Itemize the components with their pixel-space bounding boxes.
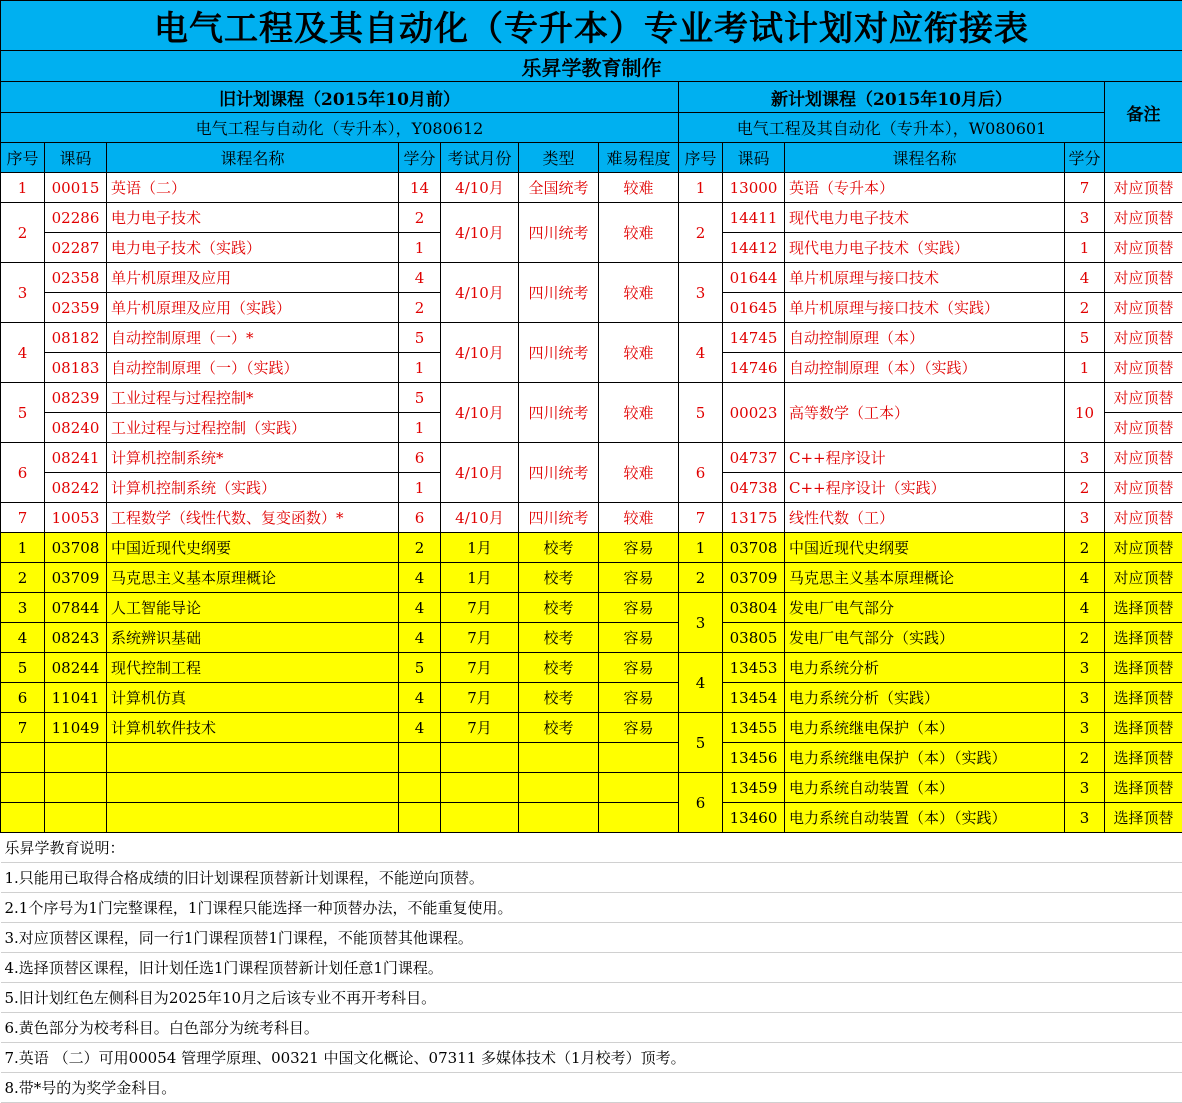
old-code: 02287 — [45, 233, 107, 263]
new-code: 03804 — [723, 593, 785, 623]
note-item: 1.只能用已取得合格成绩的旧计划课程顶替新计划课程，不能逆向顶替。 — [1, 863, 1182, 893]
table-row — [1, 803, 1182, 833]
col-header-new-code: 课码 — [723, 143, 785, 173]
old-difficulty: 容易 — [599, 623, 679, 653]
old-type: 四川统考 — [519, 443, 599, 503]
new-name: 中国近现代史纲要 — [785, 533, 1065, 563]
old-code: 10053 — [45, 503, 107, 533]
new-credit: 1 — [1065, 353, 1105, 383]
old-month: 7月 — [441, 713, 519, 743]
new-name: 电力系统分析（实践） — [785, 683, 1065, 713]
old-month: 4/10月 — [441, 323, 519, 383]
table-row — [1, 173, 1182, 203]
new-code: 13175 — [723, 503, 785, 533]
old-credit: 5 — [399, 323, 441, 353]
old-difficulty: 容易 — [599, 683, 679, 713]
old-seq: 5 — [1, 383, 45, 443]
new-code: 01644 — [723, 263, 785, 293]
old-month: 7月 — [441, 653, 519, 683]
table-row — [1, 683, 1182, 713]
old-name: 中国近现代史纲要 — [107, 533, 399, 563]
new-credit: 2 — [1065, 533, 1105, 563]
old-seq: 3 — [1, 593, 45, 623]
new-code: 14745 — [723, 323, 785, 353]
old-type: 校考 — [519, 713, 599, 743]
old-seq: 4 — [1, 623, 45, 653]
old-month: 7月 — [441, 593, 519, 623]
old-type: 校考 — [519, 593, 599, 623]
new-name: 电力系统自动装置（本） — [785, 773, 1065, 803]
old-month: 1月 — [441, 533, 519, 563]
old-seq: 1 — [1, 533, 45, 563]
old-name: 单片机原理及应用（实践） — [107, 293, 399, 323]
remark: 对应顶替 — [1105, 383, 1182, 413]
old-name: 计算机控制系统* — [107, 443, 399, 473]
old-name: 电力电子技术 — [107, 203, 399, 233]
new-credit: 7 — [1065, 173, 1105, 203]
new-code: 14746 — [723, 353, 785, 383]
remark: 选择顶替 — [1105, 713, 1182, 743]
old-difficulty: 较难 — [599, 323, 679, 383]
old-seq: 1 — [1, 173, 45, 203]
note-item: 6.黄色部分为校考科目。白色部分为统考科目。 — [1, 1013, 1182, 1043]
new-name: 发电厂电气部分（实践） — [785, 623, 1065, 653]
old-month: 4/10月 — [441, 503, 519, 533]
table-row — [1, 653, 1182, 683]
new-code: 04737 — [723, 443, 785, 473]
new-credit: 3 — [1065, 803, 1105, 833]
old-seq: 6 — [1, 443, 45, 503]
table-row — [1, 383, 1182, 413]
remark: 对应顶替 — [1105, 233, 1182, 263]
old-month: 7月 — [441, 623, 519, 653]
old-month: 4/10月 — [441, 203, 519, 263]
new-seq: 3 — [679, 593, 723, 653]
new-credit: 2 — [1065, 743, 1105, 773]
new-credit: 4 — [1065, 563, 1105, 593]
new-credit: 2 — [1065, 293, 1105, 323]
remark: 对应顶替 — [1105, 413, 1182, 443]
old-credit: 1 — [399, 473, 441, 503]
old-credit: 4 — [399, 593, 441, 623]
table-row — [1, 263, 1182, 293]
old-code: 02359 — [45, 293, 107, 323]
note-item: 2.1个序号为1门完整课程，1门课程只能选择一种顶替办法，不能重复使用。 — [1, 893, 1182, 923]
new-credit: 2 — [1065, 623, 1105, 653]
old-difficulty: 容易 — [599, 593, 679, 623]
new-seq: 7 — [679, 503, 723, 533]
col-header-name: 课程名称 — [107, 143, 399, 173]
old-credit: 6 — [399, 443, 441, 473]
remark: 对应顶替 — [1105, 563, 1182, 593]
remark: 对应顶替 — [1105, 503, 1182, 533]
old-type: 校考 — [519, 563, 599, 593]
new-name: 单片机原理与接口技术（实践） — [785, 293, 1065, 323]
new-code: 13454 — [723, 683, 785, 713]
old-code: 03709 — [45, 563, 107, 593]
old-difficulty: 容易 — [599, 653, 679, 683]
old-name: 计算机控制系统（实践） — [107, 473, 399, 503]
old-month: 4/10月 — [441, 263, 519, 323]
old-type: 四川统考 — [519, 503, 599, 533]
old-credit: 14 — [399, 173, 441, 203]
old-seq: 3 — [1, 263, 45, 323]
remark: 对应顶替 — [1105, 533, 1182, 563]
old-seq: 6 — [1, 683, 45, 713]
table-row — [1, 563, 1182, 593]
old-credit: 1 — [399, 233, 441, 263]
old-type: 校考 — [519, 533, 599, 563]
old-type: 校考 — [519, 623, 599, 653]
remark: 对应顶替 — [1105, 353, 1182, 383]
new-seq: 6 — [679, 773, 723, 833]
old-difficulty: 较难 — [599, 173, 679, 203]
old-difficulty: 较难 — [599, 383, 679, 443]
new-name: 单片机原理与接口技术 — [785, 263, 1065, 293]
old-difficulty: 较难 — [599, 503, 679, 533]
remark: 选择顶替 — [1105, 773, 1182, 803]
old-credit: 4 — [399, 263, 441, 293]
old-type: 四川统考 — [519, 203, 599, 263]
old-credit: 2 — [399, 293, 441, 323]
old-name: 电力电子技术（实践） — [107, 233, 399, 263]
old-name: 现代控制工程 — [107, 653, 399, 683]
old-code: 00015 — [45, 173, 107, 203]
old-code: 08240 — [45, 413, 107, 443]
remark: 选择顶替 — [1105, 653, 1182, 683]
new-code: 13453 — [723, 653, 785, 683]
new-code: 13455 — [723, 713, 785, 743]
new-name: 自动控制原理（本）（实践） — [785, 353, 1065, 383]
new-code: 01645 — [723, 293, 785, 323]
remark: 选择顶替 — [1105, 743, 1182, 773]
new-seq: 1 — [679, 533, 723, 563]
new-seq: 1 — [679, 173, 723, 203]
old-type: 四川统考 — [519, 323, 599, 383]
new-name: 现代电力电子技术（实践） — [785, 233, 1065, 263]
old-code: 08183 — [45, 353, 107, 383]
old-name: 工业过程与过程控制（实践） — [107, 413, 399, 443]
old-name: 计算机软件技术 — [107, 713, 399, 743]
table-row — [1, 533, 1182, 563]
new-name: 现代电力电子技术 — [785, 203, 1065, 233]
remark: 对应顶替 — [1105, 293, 1182, 323]
old-type: 全国统考 — [519, 173, 599, 203]
old-seq: 7 — [1, 713, 45, 743]
new-code: 03708 — [723, 533, 785, 563]
table-row — [1, 203, 1182, 233]
new-credit: 3 — [1065, 713, 1105, 743]
old-code: 03708 — [45, 533, 107, 563]
old-credit: 6 — [399, 503, 441, 533]
remark: 对应顶替 — [1105, 473, 1182, 503]
old-credit: 2 — [399, 533, 441, 563]
old-credit: 4 — [399, 683, 441, 713]
old-seq: 7 — [1, 503, 45, 533]
old-plan-header: 旧计划课程（2015年10月前） — [1, 82, 679, 113]
col-header-difficulty: 难易程度 — [599, 143, 679, 173]
new-credit: 3 — [1065, 443, 1105, 473]
old-month: 4/10月 — [441, 443, 519, 503]
old-code: 02358 — [45, 263, 107, 293]
old-difficulty: 容易 — [599, 533, 679, 563]
old-month: 1月 — [441, 563, 519, 593]
new-code: 13459 — [723, 773, 785, 803]
old-name: 计算机仿真 — [107, 683, 399, 713]
old-difficulty: 容易 — [599, 563, 679, 593]
old-code: 02286 — [45, 203, 107, 233]
note-item: 3.对应顶替区课程，同一行1门课程顶替1门课程，不能顶替其他课程。 — [1, 923, 1182, 953]
old-seq: 4 — [1, 323, 45, 383]
col-header-new-credit: 学分 — [1065, 143, 1105, 173]
new-code: 13000 — [723, 173, 785, 203]
new-credit: 10 — [1065, 383, 1105, 443]
new-code: 04738 — [723, 473, 785, 503]
new-seq: 6 — [679, 443, 723, 503]
table-row — [1, 773, 1182, 803]
new-code: 14411 — [723, 203, 785, 233]
new-code: 13460 — [723, 803, 785, 833]
note-item: 5.旧计划红色左侧科目为2025年10月之后该专业不再开考科目。 — [1, 983, 1182, 1013]
old-credit: 4 — [399, 713, 441, 743]
remark: 对应顶替 — [1105, 323, 1182, 353]
old-difficulty: 较难 — [599, 443, 679, 503]
table-row — [1, 743, 1182, 773]
old-code: 08241 — [45, 443, 107, 473]
new-code: 03709 — [723, 563, 785, 593]
new-plan-major: 电气工程及其自动化（专升本），W080601 — [679, 113, 1105, 143]
new-name: 高等数学（工本） — [785, 383, 1065, 443]
col-header-credit: 学分 — [399, 143, 441, 173]
old-seq: 2 — [1, 563, 45, 593]
col-header-code: 课码 — [45, 143, 107, 173]
old-credit: 5 — [399, 383, 441, 413]
new-seq: 4 — [679, 653, 723, 713]
old-difficulty: 较难 — [599, 203, 679, 263]
old-month: 4/10月 — [441, 383, 519, 443]
new-name: 自动控制原理（本） — [785, 323, 1065, 353]
new-name: 电力系统继电保护（本）（实践） — [785, 743, 1065, 773]
old-credit: 4 — [399, 623, 441, 653]
old-code: 11049 — [45, 713, 107, 743]
new-name: C++程序设计 — [785, 443, 1065, 473]
new-name: 发电厂电气部分 — [785, 593, 1065, 623]
old-name: 人工智能导论 — [107, 593, 399, 623]
old-name: 系统辨识基础 — [107, 623, 399, 653]
old-name: 单片机原理及应用 — [107, 263, 399, 293]
new-name: 电力系统自动装置（本）（实践） — [785, 803, 1065, 833]
remark: 对应顶替 — [1105, 173, 1182, 203]
col-header-type: 类型 — [519, 143, 599, 173]
old-code: 08239 — [45, 383, 107, 413]
old-name: 工程数学（线性代数、复变函数）* — [107, 503, 399, 533]
new-name: 马克思主义基本原理概论 — [785, 563, 1065, 593]
page-subtitle: 乐昇学教育制作 — [1, 51, 1182, 82]
old-code: 08244 — [45, 653, 107, 683]
col-header-month: 考试月份 — [441, 143, 519, 173]
page-title: 电气工程及其自动化（专升本）专业考试计划对应衔接表 — [1, 1, 1182, 51]
table-row — [1, 713, 1182, 743]
new-name: C++程序设计（实践） — [785, 473, 1065, 503]
old-name: 工业过程与过程控制* — [107, 383, 399, 413]
old-credit: 5 — [399, 653, 441, 683]
remark: 选择顶替 — [1105, 803, 1182, 833]
old-name: 自动控制原理（一）（实践） — [107, 353, 399, 383]
old-code: 08182 — [45, 323, 107, 353]
new-name: 线性代数（工） — [785, 503, 1065, 533]
table-row — [1, 593, 1182, 623]
new-code: 14412 — [723, 233, 785, 263]
new-credit: 4 — [1065, 263, 1105, 293]
notes-heading: 乐昇学教育说明： — [1, 833, 1182, 863]
table-row — [1, 443, 1182, 473]
remark: 选择顶替 — [1105, 593, 1182, 623]
col-header-new-name: 课程名称 — [785, 143, 1065, 173]
old-credit: 4 — [399, 563, 441, 593]
remark: 选择顶替 — [1105, 683, 1182, 713]
new-code: 00023 — [723, 383, 785, 443]
note-item: 4.选择顶替区课程，旧计划任选1门课程顶替新计划任意1门课程。 — [1, 953, 1182, 983]
old-code: 08243 — [45, 623, 107, 653]
new-plan-header: 新计划课程（2015年10月后） — [679, 82, 1105, 113]
old-credit: 1 — [399, 413, 441, 443]
table-row — [1, 323, 1182, 353]
new-name: 英语（专升本） — [785, 173, 1065, 203]
new-credit: 2 — [1065, 473, 1105, 503]
new-seq: 2 — [679, 563, 723, 593]
new-seq: 3 — [679, 263, 723, 323]
old-name: 英语（二） — [107, 173, 399, 203]
new-name: 电力系统分析 — [785, 653, 1065, 683]
new-credit: 3 — [1065, 203, 1105, 233]
table-row — [1, 503, 1182, 533]
note-item: 8.带*号的为奖学金科目。 — [1, 1073, 1182, 1103]
old-seq: 2 — [1, 203, 45, 263]
new-seq: 4 — [679, 323, 723, 383]
old-credit: 1 — [399, 353, 441, 383]
old-code: 08242 — [45, 473, 107, 503]
new-seq: 5 — [679, 383, 723, 443]
old-difficulty: 容易 — [599, 713, 679, 743]
old-seq: 5 — [1, 653, 45, 683]
column-header-row — [1, 143, 1182, 173]
old-name: 马克思主义基本原理概论 — [107, 563, 399, 593]
remark: 对应顶替 — [1105, 263, 1182, 293]
remark: 对应顶替 — [1105, 203, 1182, 233]
new-credit: 3 — [1065, 653, 1105, 683]
old-code: 07844 — [45, 593, 107, 623]
col-header-new-seq: 序号 — [679, 143, 723, 173]
new-credit: 3 — [1065, 773, 1105, 803]
new-credit: 3 — [1065, 503, 1105, 533]
remark-header: 备注 — [1105, 82, 1182, 143]
new-seq: 2 — [679, 203, 723, 263]
remark: 对应顶替 — [1105, 443, 1182, 473]
old-month: 4/10月 — [441, 173, 519, 203]
old-month: 7月 — [441, 683, 519, 713]
old-code: 11041 — [45, 683, 107, 713]
old-type: 四川统考 — [519, 263, 599, 323]
old-plan-major: 电气工程与自动化（专升本），Y080612 — [1, 113, 679, 143]
old-name: 自动控制原理（一）* — [107, 323, 399, 353]
table-row — [1, 623, 1182, 653]
old-type: 校考 — [519, 653, 599, 683]
new-name: 电力系统继电保护（本） — [785, 713, 1065, 743]
old-difficulty: 较难 — [599, 263, 679, 323]
new-code: 03805 — [723, 623, 785, 653]
remark: 选择顶替 — [1105, 623, 1182, 653]
new-credit: 5 — [1065, 323, 1105, 353]
note-item: 7.英语 （二）可用00054 管理学原理、00321 中国文化概论、07311 多媒体技术（1月校考）顶考。 — [1, 1043, 1182, 1073]
new-credit: 4 — [1065, 593, 1105, 623]
new-credit: 1 — [1065, 233, 1105, 263]
new-seq: 5 — [679, 713, 723, 773]
old-credit: 2 — [399, 203, 441, 233]
old-type: 校考 — [519, 683, 599, 713]
old-type: 四川统考 — [519, 383, 599, 443]
col-header-seq: 序号 — [1, 143, 45, 173]
new-credit: 3 — [1065, 683, 1105, 713]
new-code: 13456 — [723, 743, 785, 773]
